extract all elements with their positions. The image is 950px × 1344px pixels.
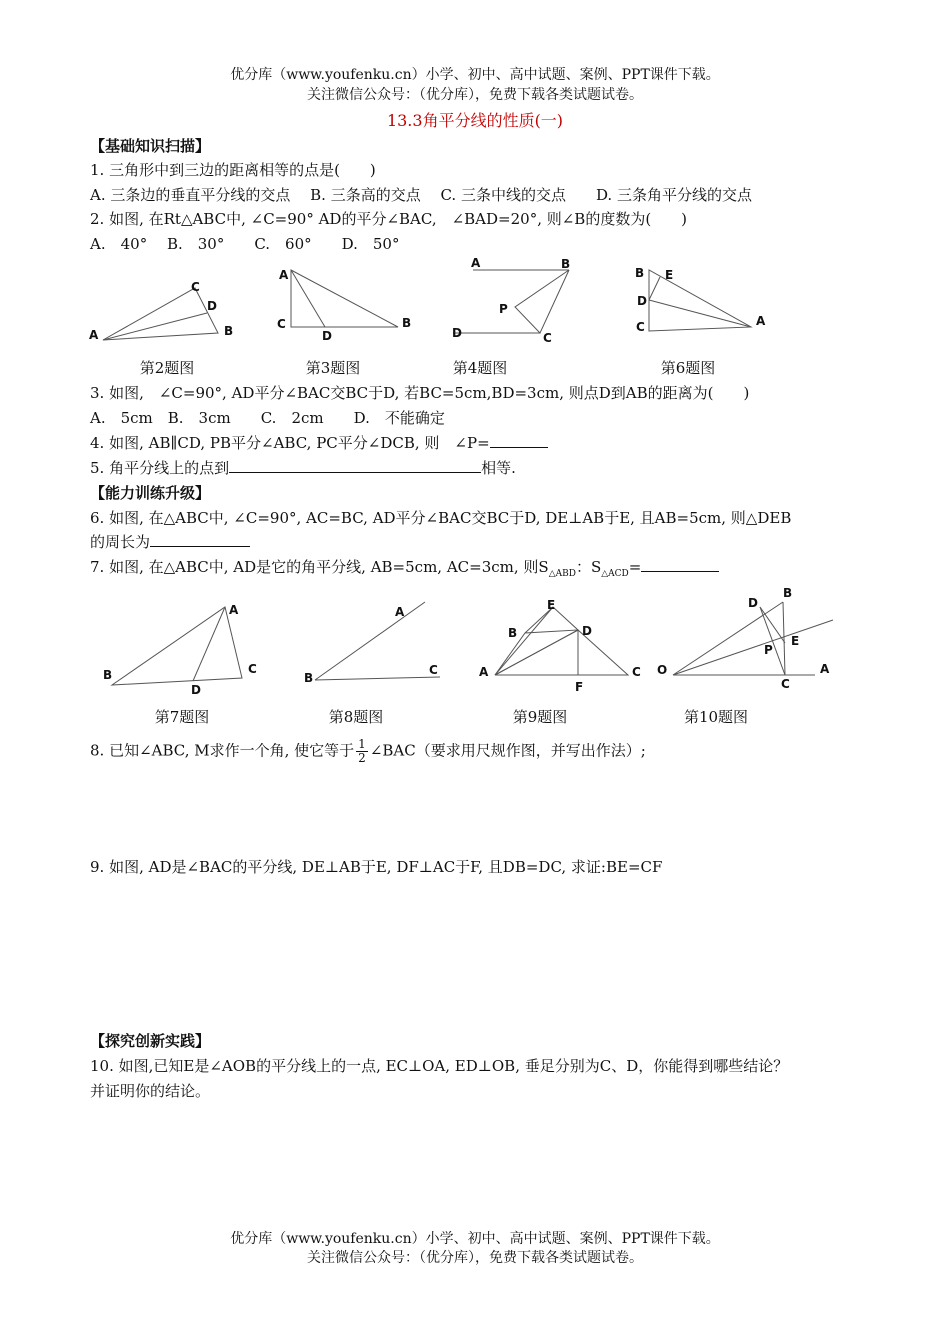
caption-fig-2: 第2题图 — [139, 359, 195, 377]
q7-mid: ：S — [575, 558, 602, 576]
fig8-ray-bc — [315, 677, 440, 680]
q8-fraction — [356, 738, 368, 765]
q3-options: A. 5cm B. 3cm C. 2cm D. 不能确定 — [90, 409, 445, 427]
fig4-label-c: C — [543, 331, 552, 345]
fig10-label-b: B — [783, 586, 793, 600]
q10-cont: 并证明你的结论。 — [90, 1082, 211, 1100]
caption-fig-8: 第8题图 — [328, 708, 384, 726]
figure-4 — [452, 256, 570, 345]
q1-options: A. 三条边的垂直平分线的交点 B. 三条高的交点 C. 三条中线的交点 D. 三条角平分线的交点 — [90, 186, 752, 204]
fig3-triangle — [291, 270, 398, 327]
header-line-1: 优分库（www.youfenku.cn）小学、初中、高中试题、案例、PPT课件下载。 — [230, 67, 720, 83]
q6-line-2 — [90, 531, 250, 552]
fig6-label-d: D — [637, 294, 647, 308]
fig10-label-p: P — [764, 643, 773, 657]
q8-stem: 8. 已知∠ABC, M求作一个角, 使它等于 — [90, 741, 355, 760]
fig9-label-b: B — [508, 626, 518, 640]
q6-answer-blank[interactable] — [150, 531, 250, 547]
fig2-bisector — [103, 313, 207, 340]
fig9-label-a: A — [479, 665, 489, 679]
section-explore: 【探究创新实践】 — [90, 1032, 211, 1050]
fig4-label-d: D — [452, 326, 462, 340]
section-ability: 【能力训练升级】 — [90, 484, 211, 502]
fig6-label-c: C — [636, 320, 645, 334]
figure-9 — [479, 598, 641, 694]
q7-answer-blank[interactable] — [641, 556, 719, 572]
caption-fig-4: 第4题图 — [452, 359, 508, 377]
fig4-label-a: A — [471, 256, 481, 270]
header-line-2: 关注微信公众号：（优分库），免费下载各类试题试卷。 — [307, 87, 643, 103]
q6-cont: 的周长为 — [90, 533, 151, 551]
caption-fig-7: 第7题图 — [154, 708, 210, 726]
fig9-label-c: C — [632, 665, 641, 679]
fig2-label-a: A — [89, 328, 99, 342]
figure-6 — [635, 266, 766, 334]
q7-stem: 7. 如图, 在△ABC中, AD是它的角平分线, AB=5cm, AC=3cm, 则S — [90, 558, 549, 576]
q5-line — [90, 457, 516, 478]
q8-line — [90, 738, 646, 765]
q8-tail: ∠BAC（要求用尺规作图，并写出作法）; — [369, 741, 646, 760]
fig7-label-c: C — [248, 662, 257, 676]
q2-options: A. 40° B. 30° C. 60° D. 50° — [90, 235, 400, 253]
fig10-ray-ob — [673, 602, 783, 675]
fig10-de — [760, 607, 785, 643]
caption-fig-3: 第3题图 — [305, 359, 361, 377]
fig7-label-a: A — [229, 603, 239, 617]
figure-7 — [103, 603, 257, 697]
fig6-label-e: E — [665, 268, 674, 282]
footer-line-2: 关注微信公众号：（优分库），免费下载各类试题试卷。 — [307, 1250, 643, 1266]
fig2-label-c: C — [191, 280, 200, 294]
q8-fraction-den: 2 — [358, 751, 366, 765]
q7-sub-abd: △ABD — [548, 569, 576, 579]
q4-answer-blank[interactable] — [490, 432, 548, 448]
fig9-label-f: F — [575, 680, 584, 694]
figures-row-2 — [95, 585, 845, 700]
q7-line — [90, 556, 719, 579]
fig3-label-c: C — [277, 317, 286, 331]
fig10-bisector — [673, 620, 833, 675]
fig2-label-b: B — [224, 324, 234, 338]
fig2-triangle — [103, 288, 218, 340]
fig9-ae — [495, 607, 553, 675]
fig4-bisectors — [515, 270, 569, 333]
section-basic: 【基础知识扫描】 — [90, 137, 211, 155]
footer-line-1: 优分库（www.youfenku.cn）小学、初中、高中试题、案例、PPT课件下载。 — [230, 1231, 720, 1247]
fig7-triangle — [112, 607, 242, 685]
fig6-label-a: A — [756, 314, 766, 328]
q7-eq: = — [628, 558, 642, 576]
figures-row-1 — [85, 255, 785, 350]
q5-answer-blank[interactable] — [229, 457, 481, 473]
fig3-label-d: D — [322, 329, 332, 343]
q2-stem: 2. 如图, 在Rt△ABC中, ∠C=90° AD的平分∠BAC, ∠BAD=20°, 则∠B的度数为( ) — [90, 210, 688, 228]
q7-sub-acd: △ACD — [601, 569, 629, 579]
fig10-dc — [760, 607, 785, 675]
q8-fraction-num: 1 — [358, 737, 366, 751]
fig4-label-p: P — [499, 302, 508, 316]
figure-8 — [304, 602, 440, 685]
fig2-label-d: D — [207, 299, 217, 313]
fig4-label-b: B — [561, 257, 571, 271]
fig9-label-d: D — [582, 624, 592, 638]
fig6-bisector — [649, 300, 751, 327]
q4-line — [90, 432, 548, 453]
fig6-label-b: B — [635, 266, 645, 280]
fig8-label-b: B — [304, 671, 314, 685]
q4-stem: 4. 如图, AB∥CD, PB平分∠ABC, PC平分∠DCB, 则 ∠P= — [90, 434, 490, 452]
fig7-label-d: D — [191, 683, 201, 697]
q9-stem: 9. 如图, AD是∠BAC的平分线, DE⊥AB于E, DF⊥AC于F, 且DB=DC, 求证:BE=CF — [90, 858, 663, 876]
q5-stem: 5. 角平分线上的点到 — [90, 459, 230, 477]
q1-stem: 1. 三角形中到三边的距离相等的点是( ) — [90, 161, 376, 179]
fig10-label-a: A — [820, 662, 830, 676]
caption-fig-10: 第10题图 — [683, 708, 749, 726]
fig8-ray-ba — [315, 602, 425, 680]
fig10-label-o: O — [657, 663, 668, 677]
fig7-label-b: B — [103, 668, 113, 682]
page-title: 13.3角平分线的性质(一) — [386, 111, 564, 130]
fig9-upper — [495, 607, 578, 675]
fig10-bc — [783, 602, 785, 675]
caption-fig-6: 第6题图 — [660, 359, 716, 377]
fig10-label-c: C — [781, 677, 790, 691]
q10-stem: 10. 如图,已知E是∠AOB的平分线上的一点, EC⊥OA, ED⊥OB, 垂足分别为C、D，你能得到哪些结论？ — [90, 1057, 789, 1075]
fig9-label-e: E — [547, 598, 556, 612]
figure-10 — [657, 586, 833, 691]
fig6-perpendicular — [649, 277, 660, 300]
q5-tail: 相等. — [481, 459, 516, 477]
fig8-label-a: A — [395, 605, 405, 619]
fig10-label-d: D — [748, 596, 758, 610]
q6-stem: 6. 如图, 在△ABC中, ∠C=90°, AC=BC, AD平分∠BAC交BC于D, DE⊥AB于E, 且AB=5cm, 则△DEB — [90, 509, 792, 527]
figure-2 — [89, 280, 233, 342]
fig10-label-e: E — [791, 634, 800, 648]
caption-fig-9: 第9题图 — [512, 708, 568, 726]
figure-3 — [277, 268, 411, 343]
q3-stem: 3. 如图, ∠C=90°, AD平分∠BAC交BC于D, 若BC=5cm,BD=3cm, 则点D到AB的距离为( ) — [90, 384, 750, 402]
fig8-label-c: C — [429, 663, 438, 677]
fig3-label-b: B — [402, 316, 412, 330]
fig3-label-a: A — [279, 268, 289, 282]
